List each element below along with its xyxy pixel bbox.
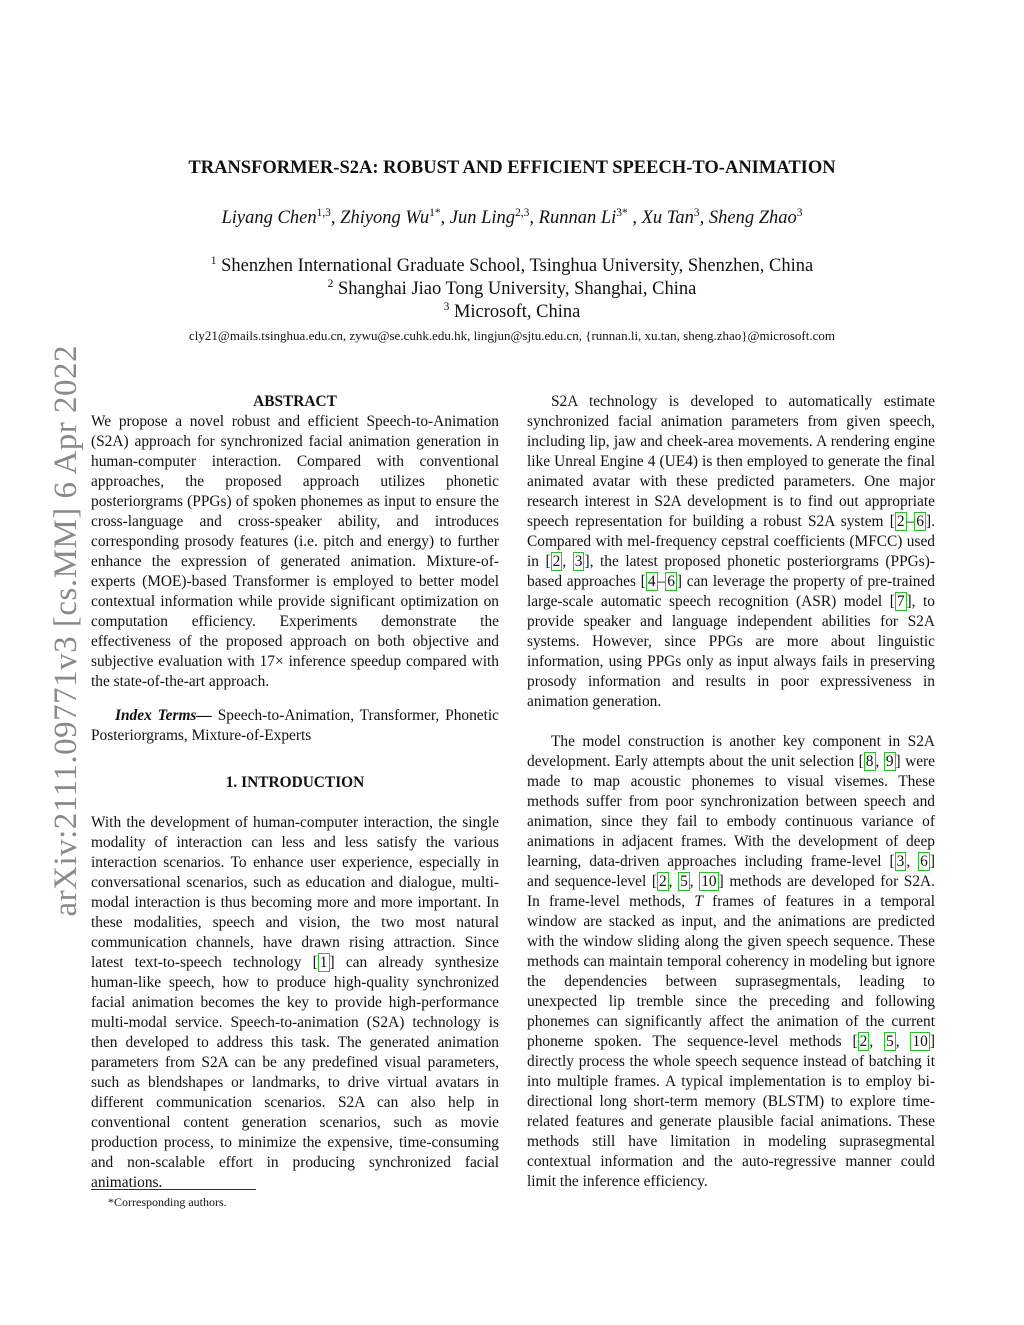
abstract-text: We propose a novel robust and efficient Speech-to-Animation (S2A) approach for synchronized facial animation generation in human-computer interaction. Compared with conventional approaches, the proposed approach utilizes phonetic posteriorgrams (PPGs) of spoken phonemes as input to ensure the cross-language and cross-speaker ability, and introduces corresponding prosody features (i.e. pitch and energy) to further enhance the expression of generated animation. Mixture-of-experts (MOE)-based Transformer is employed to better model contextual information while provide significant optimization on computation efficiency. Experiments demonstrate the effectiveness of the proposed approach on both objective and subjective evaluation with 17× inference speedup compared with the state-of-the-art approach.: [91, 413, 499, 690]
citation-link[interactable]: 2: [859, 1033, 868, 1050]
author: Jun Ling: [449, 208, 516, 229]
author: Runnan Li: [538, 208, 617, 229]
citation-link[interactable]: 3: [896, 853, 905, 870]
paper-title: TRANSFORMER-S2A: ROBUST AND EFFICIENT SPEECH-TO-ANIMATION: [188, 158, 836, 178]
arxiv-stamp-text: arXiv:2111.09771v3 [cs.MM] 6 Apr 2022: [48, 345, 84, 917]
body-paragraph: The model construction is another key component in S2A development. Early attempts about the unit selection [ 8 , 9 ] were made to map acoustic phonemes to visual visemes. These methods suffer from poor synchronization between speech and animation, since they fail to embody continuous variance of animations in adjacent frames. With the development of deep learning, data-driven approaches including frame-level [ 3 , 6 ] and sequence-level [ 2 , 5 , 10 ] methods are developed for S2A. In frame-level methods, T frames of features in a temporal window are stacked as input, and the animations are predicted with the window sliding along the given speech sequence. These methods can maintain temporal coherency in modeling but ignore the dependencies between suprasegmentals, leading to unexpected lip tremble since the preceding and following phonemes can significantly affect the animation of the current phoneme spoken. The sequence-level methods [ 2 , 5 , 10 ] directly process the whole speech sequence instead of batching it into multiple frames. A typical implementation is to employ bi-directional long short-term memory (BLSTM) to explore time-related features and generate plausible facial animations. These methods still have limitation in modeling suprasegmental contextual information and the auto-regressive manner could limit the inference efficiency.: [527, 733, 936, 1190]
citation-link[interactable]: 6: [916, 513, 924, 530]
intro-heading: 1. INTRODUCTION: [225, 774, 365, 791]
citation-link[interactable]: 2: [896, 513, 905, 530]
citation-link[interactable]: 2: [658, 873, 667, 890]
citation-link[interactable]: 9: [885, 753, 894, 770]
author: Xu Tan: [641, 208, 694, 229]
citation-link[interactable]: 10: [701, 873, 717, 890]
footnote-rule: [91, 1189, 256, 1190]
citation-link[interactable]: 3: [574, 553, 583, 570]
footnote: *Corresponding authors.: [108, 1195, 227, 1209]
author: Zhiyong Wu: [340, 208, 430, 229]
citation-link[interactable]: 5: [886, 1033, 894, 1050]
citation-link[interactable]: 1: [319, 954, 328, 971]
author: Sheng Zhao: [708, 208, 797, 229]
author: Liyang Chen: [221, 208, 317, 229]
right-column: [527, 392, 935, 1192]
citation-link[interactable]: 8: [865, 753, 874, 770]
citation-link[interactable]: 10: [912, 1033, 928, 1050]
intro-paragraph: With the development of human-computer interaction, the single modality of interaction can less and less satisfy the various interaction scenarios. To enhance user experience, especially in conversational scenarios, such as education and dialogue, multi-modal interaction is thus becoming more and more important. In these modalities, speech and vision, the two most natural communication channels, have drawn rising attraction. Since latest text-to-speech technology [ 1 ] can already synthesize human-like speech, how to produce high-quality synchronized facial animation becomes the key to provide high-performance multi-modal service. Speech-to-animation (S2A) technology is then developed to address this task. The generated animation parameters from S2A can be any predefined visual parameters, such as blendshapes or landmarks, to drive virtual avatars in different communication scenarios. S2A can also help in conventional content generation scenarios, such as movie production process, to minimize the expensive, time-consuming and non-scalable effort in producing synchronized facial animations.: [91, 814, 499, 1191]
author-list: Liyang Chen$^{1,3}$, Zhiyong $Wu^{1*}$, Jun Ling$^{2,3}$, Runnan $Li^{3*}$ , Xu Tan$^3$, Sheng Zhao$^3$: [221, 207, 803, 229]
citation-link[interactable]: 6: [667, 573, 675, 590]
affiliation: $^3$ Microsoft, China: [443, 301, 581, 323]
citation-link[interactable]: 2: [552, 553, 561, 570]
author-emails: cly21@mails.tsinghua.edu.cn, zywu@se.cuhk.edu.hk, lingjun@sjtu.edu.cn, {runnan.li, xu.tan, sheng.zhao}@microsoft.com: [189, 328, 835, 343]
citation-link[interactable]: 5: [680, 873, 688, 890]
affiliation: $^2$ Shanghai Jiao Tong University, Shanghai, China: [327, 278, 697, 300]
citation-link[interactable]: 6: [920, 853, 928, 870]
citation-link[interactable]: 7: [896, 593, 905, 610]
index-terms: Index Terms— Speech-to-Animation, Transformer, Phonetic Posteriorgrams, Mixture-of-Experts: [91, 707, 499, 744]
left-column: [91, 392, 499, 1193]
affiliation: $^1$ Shenzhen International Graduate School, Tsinghua University, Shenzhen, China: [210, 255, 814, 277]
arxiv-stamp: [20, 345, 84, 945]
abstract-heading: ABSTRACT: [253, 393, 337, 410]
citation-link[interactable]: 4: [647, 573, 656, 590]
body-paragraph: S2A technology is developed to automatically estimate synchronized facial animation parameters from given speech, including lip, jaw and cheek-area movements. A rendering engine like Unreal Engine 4 (UE4) is then employed to generate the final animated avatar with these predicted parameters. One major research interest in S2A development is to find out appropriate speech representation for building a robust S2A system [ 2 – 6 ]. Compared with mel-frequency cepstral coefficients (MFCC) used in [ 2 , 3 ], the latest proposed phonetic posteriorgrams (PPGs)-based approaches [ 4 – 6 ] can leverage the property of pre-trained large-scale automatic speech recognition (ASR) model [ 7 ], to provide speaker and language independent abilities for S2A systems. However, since PPGs are more about linguistic information, using PPGs only as input always fails in preserving prosody information and results in poor expressiveness in animation generation.: [527, 393, 935, 710]
